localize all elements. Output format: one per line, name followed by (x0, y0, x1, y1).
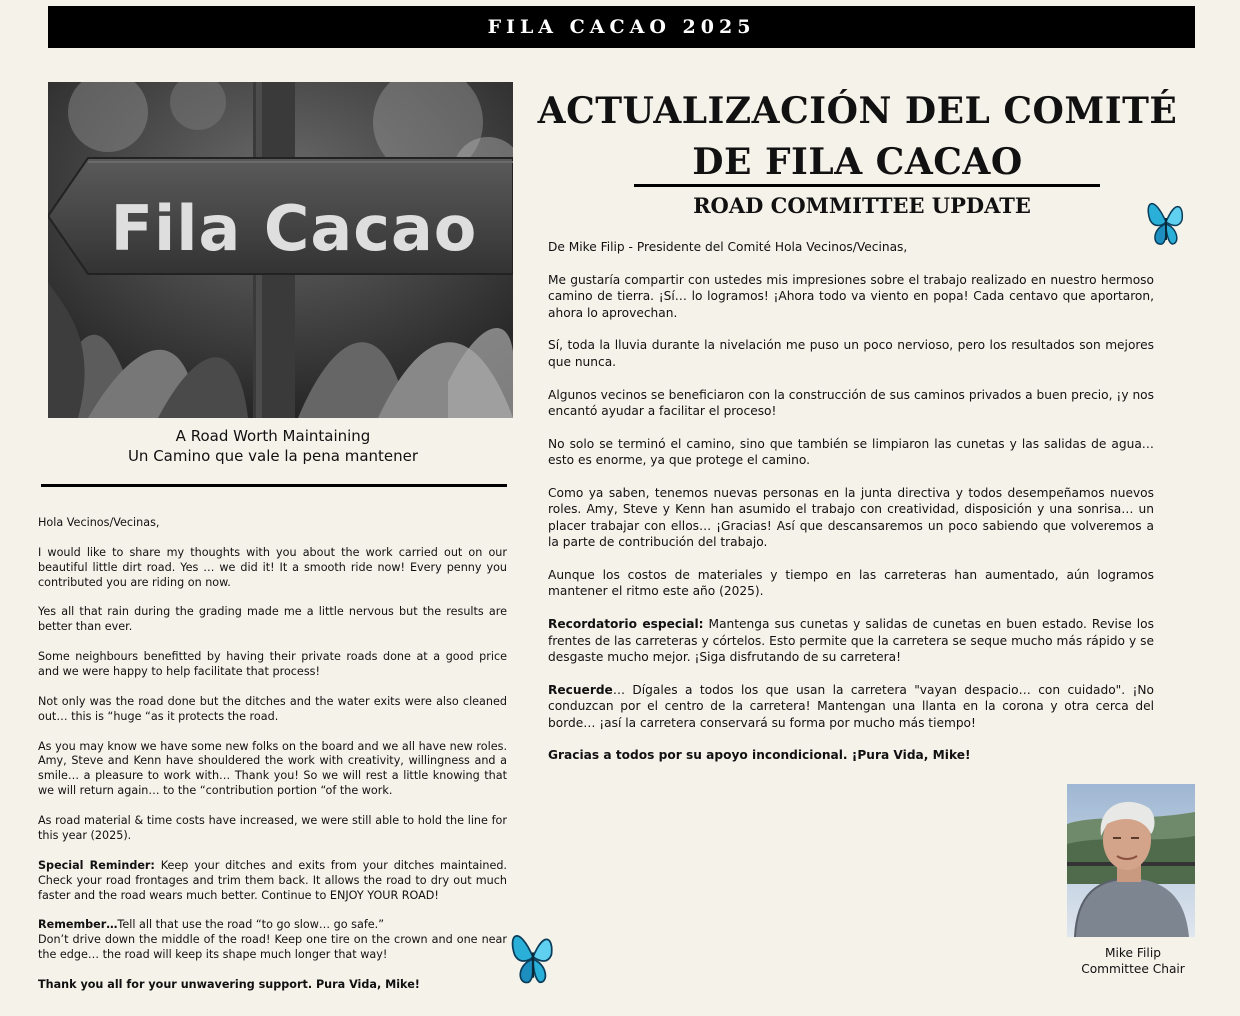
english-letter (38, 516, 507, 1008)
spanish-paragraph: Como ya saben, tenemos nuevas personas en la junta directiva y todos desempeñamos nuevos roles. Amy, Steve y Kenn han asumido el trabajo con creatividad, disposición y una sonrisa… un placer trabajar con ellos… ¡Gracias! Así que descansaremos un poco sabiendo que volveremos a la parte de contribución del trabajo. (548, 486, 1154, 550)
english-paragraph: Not only was the road done but the ditches and the water exits were also cleaned out… this is “huge “as it protects the road. (38, 694, 507, 723)
spanish-paragraph: Algunos vecinos se beneficiaron con la construcción de sus caminos privados a buen precio, ¡y nos encantó ayudar a facilitar el proceso! (548, 387, 1154, 419)
chair-name: Mike Filip (1105, 946, 1161, 960)
english-remember (38, 918, 507, 963)
remember-text: Tell all that use the road “to go slow… go safe.” (117, 918, 385, 932)
caption-spanish: Un Camino que vale la pena mantener (127, 447, 419, 465)
english-paragraph: As road material & time costs have increased, we were still able to hold the line for this year (2025). (38, 814, 507, 842)
english-special-reminder (38, 859, 507, 904)
remember-text: … Dígales a todos los que usan la carretera "vayan despacio… con cuidado". ¡No conduzcan por el centro de la carretera! Mantengan una llanta en la corona y otra cerca del borde… ¡así la carretera conservará su forma por mucho más tiempo! (548, 682, 1154, 730)
photo-caption (40, 426, 506, 466)
spanish-paragraph: No solo se terminó el camino, sino que también se limpiaron las cunetas y las salidas de agua… esto es enorme, ya que protege el camino. (548, 436, 1154, 468)
english-paragraph: Yes all that rain during the grading made me a little nervous but the results are better than ever. (38, 605, 507, 634)
spanish-letter (548, 239, 1154, 780)
spanish-special-reminder (548, 616, 1154, 665)
sign-photo-illustration (48, 82, 513, 418)
caption-english: A Road Worth Maintaining (175, 427, 371, 445)
spanish-intro: De Mike Filip - Presidente del Comité Hola Vecinos/Vecinas, (548, 240, 908, 254)
reminder-label: Special Reminder: (38, 858, 155, 872)
banner (48, 6, 1195, 48)
spanish-paragraph: Sí, toda la lluvia durante la nivelación me puso un poco nervioso, pero los resultados son mejores que nunca. (548, 338, 1154, 369)
page-title: ACTUALIZACIÓN DEL COMITÉ DE FILA CACAO (537, 90, 1178, 183)
remember-label: Recuerde (548, 682, 613, 697)
spanish-paragraph: Aunque los costos de materiales y tiempo en las carreteras han aumentado, aún logramos mantener el ritmo este año (2025). (548, 568, 1154, 599)
chair-role: Committee Chair (1081, 962, 1185, 976)
thanks-text: Thank you all for your unwavering support. Pura Vida, Mike! (38, 977, 420, 991)
english-greeting: Hola Vecinos/Vecinas, (38, 516, 160, 529)
title-divider (634, 184, 1100, 187)
fila-cacao-sign-photo (48, 82, 513, 418)
portrait-caption (1060, 945, 1206, 977)
reminder-text: Keep your ditches and exits from your ditches maintained. Check your road frontages and trim them back. It allows the road to dry out much faster and the road wears much better. Continue to ENJOY YOUR ROAD! (38, 858, 507, 902)
remember-label: Remember… (38, 918, 118, 932)
english-paragraph: I would like to share my thoughts with you about the work carried out on our beautiful little dirt road. Yes … we did it! It a smooth ride now! Every penny you contributed you are riding on now. (38, 545, 507, 589)
mike-filip-portrait (1067, 784, 1195, 937)
portrait-illustration (1067, 784, 1195, 937)
remember-text: Don’t drive down the middle of the road! Keep one tire on the crown and one near the edge… the road will keep its shape much longer that way! (38, 933, 507, 962)
page-subtitle: ROAD COMMITTEE UPDATE (693, 193, 1031, 218)
spanish-remember (548, 682, 1154, 731)
english-paragraph: As you may know we have some new folks on the board and we all have new roles. Amy, Steve and Kenn have shouldered the work with creativity, willingness and a smile… a pleasure to work with… Thank you! So we will rest a little knowing that we will return again… to the “contribution portion “of the work. (38, 739, 507, 798)
reminder-text: Mantenga sus cunetas y salidas de cunetas en buen estado. Revise los frentes de las carreteras y córtelos. Esto permite que la carretera se seque mucho más rápido y se desgaste mucho mejor. ¡Siga disfrutando de su carretera! (548, 617, 1154, 665)
banner-title: FILA CACAO 2025 (487, 16, 756, 38)
left-divider (41, 484, 507, 487)
spanish-paragraph: Me gustaría compartir con ustedes mis impresiones sobre el trabajo realizado en nuestro hermoso camino de tierra. ¡Sí… lo logramos! ¡Ahora todo va viento en popa! Cada centavo que aportaron, ahora lo aprovechan. (548, 272, 1154, 320)
english-paragraph: Some neighbours benefitted by having their private roads done at a good price and we were happy to help facilitate that process! (38, 650, 507, 679)
spanish-thanks (548, 747, 1154, 763)
thanks-text: Gracias a todos por su apoyo incondicional. ¡Pura Vida, Mike! (548, 748, 971, 763)
butterfly-icon (1146, 192, 1186, 252)
butterfly-icon (510, 922, 556, 992)
reminder-label: Recordatorio especial: (548, 617, 704, 632)
sign-text: Fila Cacao (110, 192, 478, 265)
english-thanks (38, 978, 507, 993)
